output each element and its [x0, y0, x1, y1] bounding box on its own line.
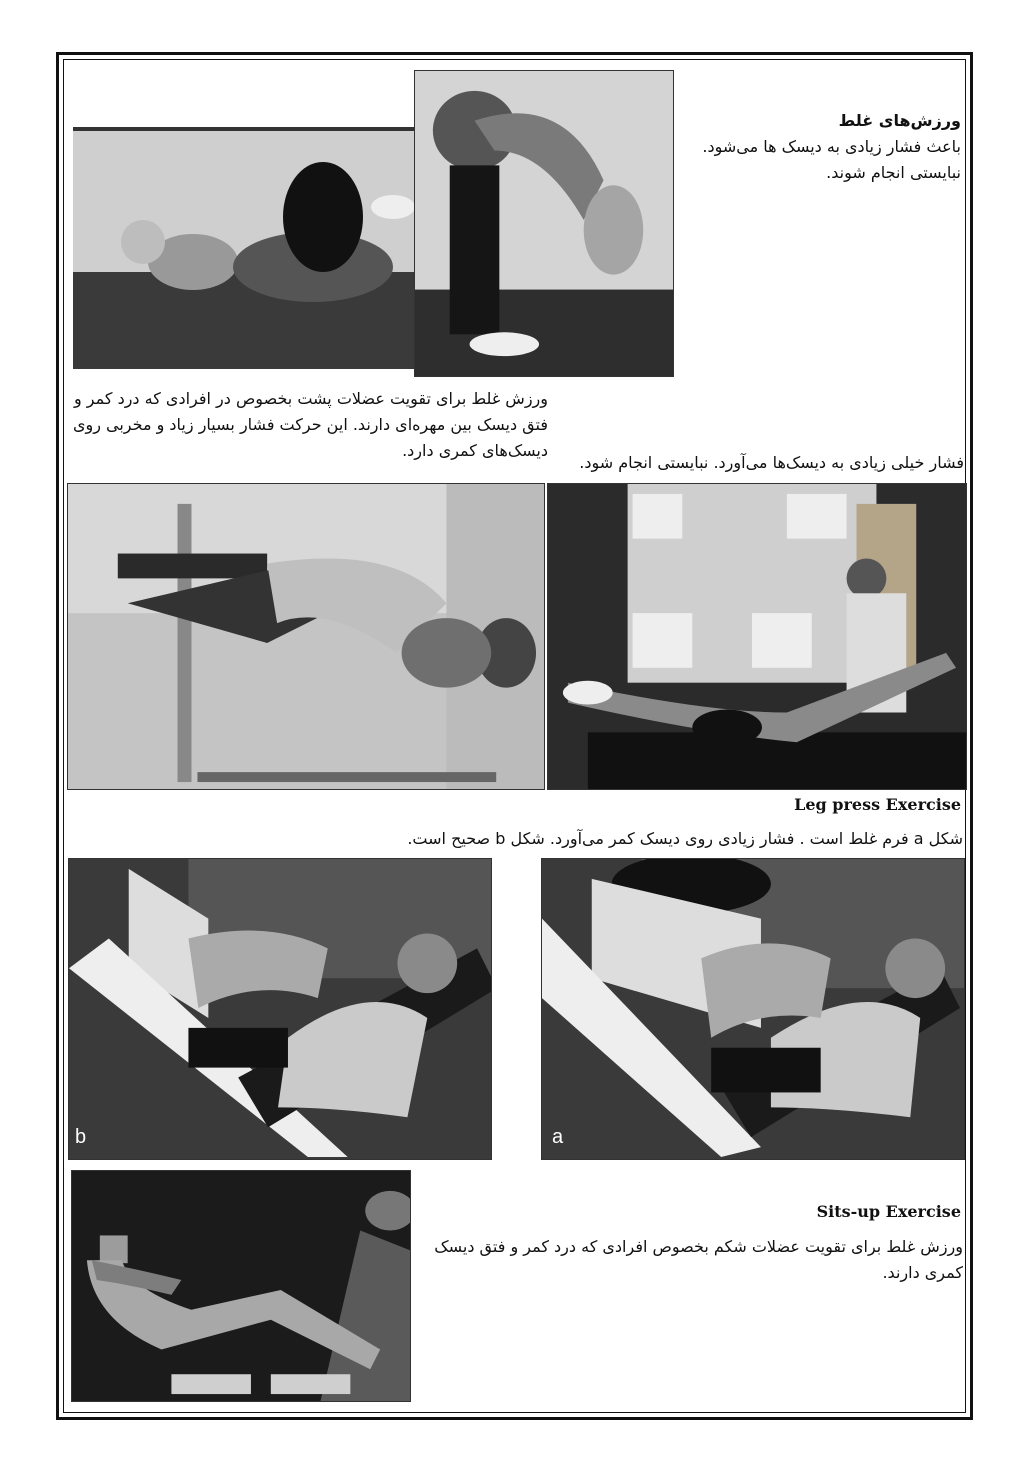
sit-up-caption — [423, 1234, 963, 1286]
photo-label-b: b — [75, 1126, 87, 1148]
wrong-exercises-line2: نبایستی انجام شوند. — [826, 163, 961, 182]
leg-press-caption — [363, 826, 963, 852]
wrong-exercises-line1: باعث فشار زیادی به دیسک ها می‌شود. — [702, 137, 961, 156]
knees-to-chest-photo — [73, 127, 416, 369]
superman-caption-text: فشار خیلی زیادی به دیسک‌ها می‌آورد. نبایستی انجام شود. — [579, 453, 964, 472]
sit-up-caption-line1: ورزش غلط برای تقویت عضلات شکم بخصوص افرادی که درد کمر و فتق دیسک — [434, 1237, 963, 1256]
sit-up-title: Sits-up Exercise — [816, 1202, 961, 1221]
wrong-exercises-block — [661, 108, 961, 186]
leg-press-caption-text: شکل a فرم غلط است . فشار زیادی روی دیسک کمر می‌آورد. شکل b صحیح است. — [407, 829, 963, 848]
superman-caption — [560, 450, 964, 476]
back-extension-caption-line2: فتق دیسک بین مهره‌ای دارند. این حرکت فشار بسیار زیاد و مخربی روی — [72, 415, 548, 434]
leg-press-correct-photo — [68, 858, 492, 1160]
toe-touch-photo — [414, 70, 674, 377]
back-extension-caption — [60, 386, 548, 464]
leg-press-title: Leg press Exercise — [794, 795, 961, 814]
leg-press-wrong-photo — [541, 858, 965, 1160]
section-title: ورزش‌های غلط — [838, 111, 961, 130]
back-extension-caption-line3: دیسک‌های کمری دارد. — [402, 441, 548, 460]
sit-up-caption-line2: کمری دارند. — [882, 1263, 963, 1282]
back-extension-photo — [67, 483, 545, 790]
superman-photo — [547, 483, 967, 790]
sit-up-photo — [71, 1170, 411, 1402]
photo-label-a: a — [552, 1126, 564, 1148]
back-extension-caption-line1: ورزش غلط برای تقویت عضلات پشت بخصوص در افرادی که درد کمر و — [73, 389, 548, 408]
